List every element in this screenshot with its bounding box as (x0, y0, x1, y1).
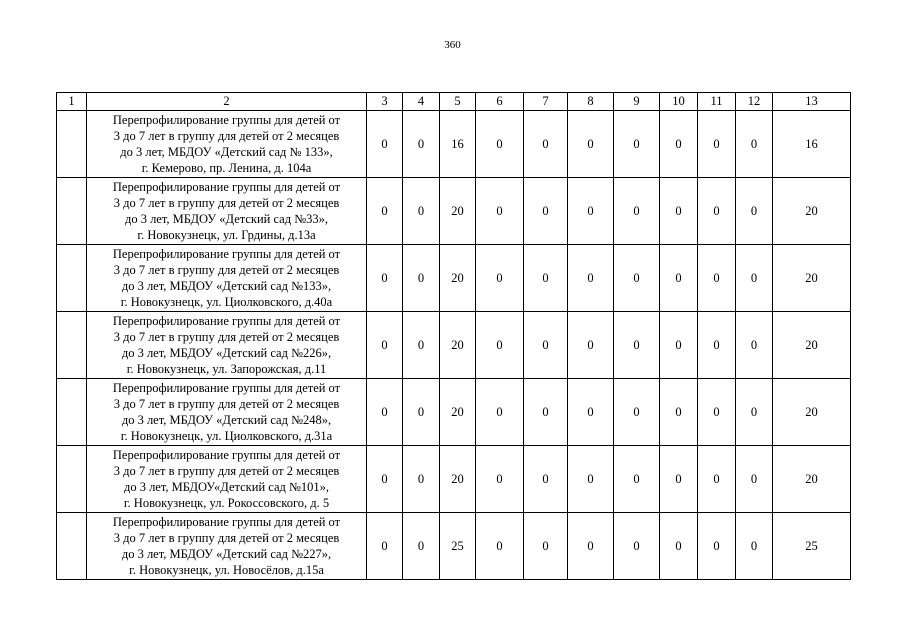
value-cell: 20 (773, 446, 851, 513)
value-cell: 0 (736, 111, 773, 178)
value-cell: 0 (476, 379, 524, 446)
value-cell: 0 (698, 446, 736, 513)
description-line: Перепрофилирование группы для детей от (112, 180, 341, 194)
description-line: 3 до 7 лет в группу для детей от 2 месяцев (113, 263, 340, 277)
value-cell: 0 (367, 513, 403, 580)
value-cell: 0 (568, 111, 614, 178)
value-cell: 20 (440, 245, 476, 312)
value-cell: 0 (476, 513, 524, 580)
row-number-cell (57, 379, 87, 446)
description-line: г. Новокузнецк, ул. Рокоссовского, д. 5 (123, 496, 330, 510)
value-cell: 0 (524, 312, 568, 379)
description-cell (87, 513, 367, 580)
description-line: до 3 лет, МБДОУ «Детский сад №227», (121, 547, 332, 561)
header-row (57, 93, 851, 111)
header-cell: 2 (87, 93, 367, 111)
value-cell: 0 (736, 379, 773, 446)
value-cell: 0 (403, 513, 440, 580)
table-row (57, 245, 851, 312)
description-cell (87, 312, 367, 379)
value-cell: 20 (440, 379, 476, 446)
value-cell: 25 (773, 513, 851, 580)
value-cell: 0 (524, 446, 568, 513)
value-cell: 0 (476, 178, 524, 245)
description-cell (87, 245, 367, 312)
value-cell: 0 (736, 178, 773, 245)
value-cell: 0 (367, 178, 403, 245)
page-number: 360 (444, 39, 461, 51)
header-cell: 11 (698, 93, 736, 111)
value-cell: 0 (698, 379, 736, 446)
table-row (57, 111, 851, 178)
description-line: 3 до 7 лет в группу для детей от 2 месяцев (113, 531, 340, 545)
value-cell: 0 (403, 446, 440, 513)
value-cell: 0 (403, 178, 440, 245)
data-table (56, 92, 851, 580)
value-cell: 0 (698, 513, 736, 580)
description-cell (87, 379, 367, 446)
header-cell: 13 (773, 93, 851, 111)
row-number-cell (57, 245, 87, 312)
value-cell: 16 (440, 111, 476, 178)
header-cell: 10 (660, 93, 698, 111)
value-cell: 0 (367, 111, 403, 178)
description-line: до 3 лет, МБДОУ «Детский сад №133», (121, 279, 332, 293)
value-cell: 0 (476, 446, 524, 513)
value-cell: 0 (660, 245, 698, 312)
value-cell: 0 (568, 513, 614, 580)
value-cell: 0 (614, 446, 660, 513)
value-cell: 0 (660, 178, 698, 245)
value-cell: 0 (367, 446, 403, 513)
description-line: 3 до 7 лет в группу для детей от 2 месяцев (113, 196, 340, 210)
value-cell: 20 (773, 178, 851, 245)
value-cell: 0 (736, 312, 773, 379)
value-cell: 0 (736, 446, 773, 513)
value-cell: 0 (524, 379, 568, 446)
table-row (57, 513, 851, 580)
value-cell: 0 (614, 312, 660, 379)
description-line: до 3 лет, МБДОУ«Детский сад №101», (123, 480, 330, 494)
description-line: Перепрофилирование группы для детей от (112, 515, 341, 529)
value-cell: 20 (773, 312, 851, 379)
table-row (57, 312, 851, 379)
value-cell: 0 (403, 111, 440, 178)
description-line: г. Кемерово, пр. Ленина, д. 104а (141, 161, 312, 175)
value-cell: 0 (736, 513, 773, 580)
value-cell: 0 (698, 245, 736, 312)
value-cell: 25 (440, 513, 476, 580)
description-line: Перепрофилирование группы для детей от (112, 448, 341, 462)
value-cell: 0 (568, 312, 614, 379)
value-cell: 0 (614, 379, 660, 446)
value-cell: 0 (568, 178, 614, 245)
value-cell: 0 (660, 446, 698, 513)
header-cell: 6 (476, 93, 524, 111)
value-cell: 20 (773, 379, 851, 446)
description-line: Перепрофилирование группы для детей от (112, 381, 341, 395)
description-line: до 3 лет, МБДОУ «Детский сад №226», (121, 346, 332, 360)
value-cell: 0 (476, 111, 524, 178)
description-line: до 3 лет, МБДОУ «Детский сад № 133», (120, 145, 333, 159)
value-cell: 0 (403, 312, 440, 379)
description-line: 3 до 7 лет в группу для детей от 2 месяцев (113, 330, 340, 344)
value-cell: 0 (367, 379, 403, 446)
description-line: Перепрофилирование группы для детей от (112, 113, 341, 127)
description-line: г. Новокузнецк, ул. Грдины, д.13а (137, 228, 316, 242)
value-cell: 0 (660, 312, 698, 379)
value-cell: 0 (736, 245, 773, 312)
table-body (57, 93, 851, 580)
header-cell: 3 (367, 93, 403, 111)
value-cell: 0 (660, 513, 698, 580)
description-cell (87, 446, 367, 513)
table-row (57, 178, 851, 245)
description-line: 3 до 7 лет в группу для детей от 2 месяцев (113, 129, 340, 143)
value-cell: 0 (614, 245, 660, 312)
description-line: до 3 лет, МБДОУ «Детский сад №248», (121, 413, 332, 427)
value-cell: 0 (568, 245, 614, 312)
value-cell: 0 (524, 178, 568, 245)
value-cell: 0 (614, 178, 660, 245)
description-cell (87, 178, 367, 245)
header-cell: 4 (403, 93, 440, 111)
description-line: г. Новокузнецк, ул. Новосёлов, д.15а (129, 563, 324, 577)
description-line: Перепрофилирование группы для детей от (112, 314, 341, 328)
header-cell: 12 (736, 93, 773, 111)
value-cell: 0 (698, 312, 736, 379)
value-cell: 16 (773, 111, 851, 178)
row-number-cell (57, 312, 87, 379)
value-cell: 0 (660, 111, 698, 178)
value-cell: 20 (440, 312, 476, 379)
description-line: г. Новокузнецк, ул. Циолковского, д.31а (120, 429, 333, 443)
header-cell: 9 (614, 93, 660, 111)
value-cell: 0 (403, 245, 440, 312)
description-line: Перепрофилирование группы для детей от (112, 247, 341, 261)
row-number-cell (57, 178, 87, 245)
value-cell: 0 (367, 245, 403, 312)
value-cell: 20 (773, 245, 851, 312)
value-cell: 0 (476, 312, 524, 379)
header-cell: 8 (568, 93, 614, 111)
table-row (57, 446, 851, 513)
value-cell: 0 (660, 379, 698, 446)
value-cell: 20 (440, 178, 476, 245)
header-cell: 1 (57, 93, 87, 111)
row-number-cell (57, 513, 87, 580)
value-cell: 0 (698, 178, 736, 245)
table-row (57, 379, 851, 446)
header-cell: 5 (440, 93, 476, 111)
value-cell: 20 (440, 446, 476, 513)
value-cell: 0 (614, 513, 660, 580)
value-cell: 0 (568, 379, 614, 446)
description-line: 3 до 7 лет в группу для детей от 2 месяцев (113, 464, 340, 478)
value-cell: 0 (568, 446, 614, 513)
description-line: до 3 лет, МБДОУ «Детский сад №33», (124, 212, 329, 226)
value-cell: 0 (476, 245, 524, 312)
row-number-cell (57, 446, 87, 513)
value-cell: 0 (524, 245, 568, 312)
value-cell: 0 (367, 312, 403, 379)
header-cell: 7 (524, 93, 568, 111)
description-line: г. Новокузнецк, ул. Циолковского, д.40а (120, 295, 333, 309)
value-cell: 0 (403, 379, 440, 446)
description-cell (87, 111, 367, 178)
value-cell: 0 (524, 513, 568, 580)
value-cell: 0 (614, 111, 660, 178)
row-number-cell (57, 111, 87, 178)
value-cell: 0 (524, 111, 568, 178)
description-line: 3 до 7 лет в группу для детей от 2 месяцев (113, 397, 340, 411)
description-line: г. Новокузнецк, ул. Запорожская, д.11 (126, 362, 327, 376)
value-cell: 0 (698, 111, 736, 178)
